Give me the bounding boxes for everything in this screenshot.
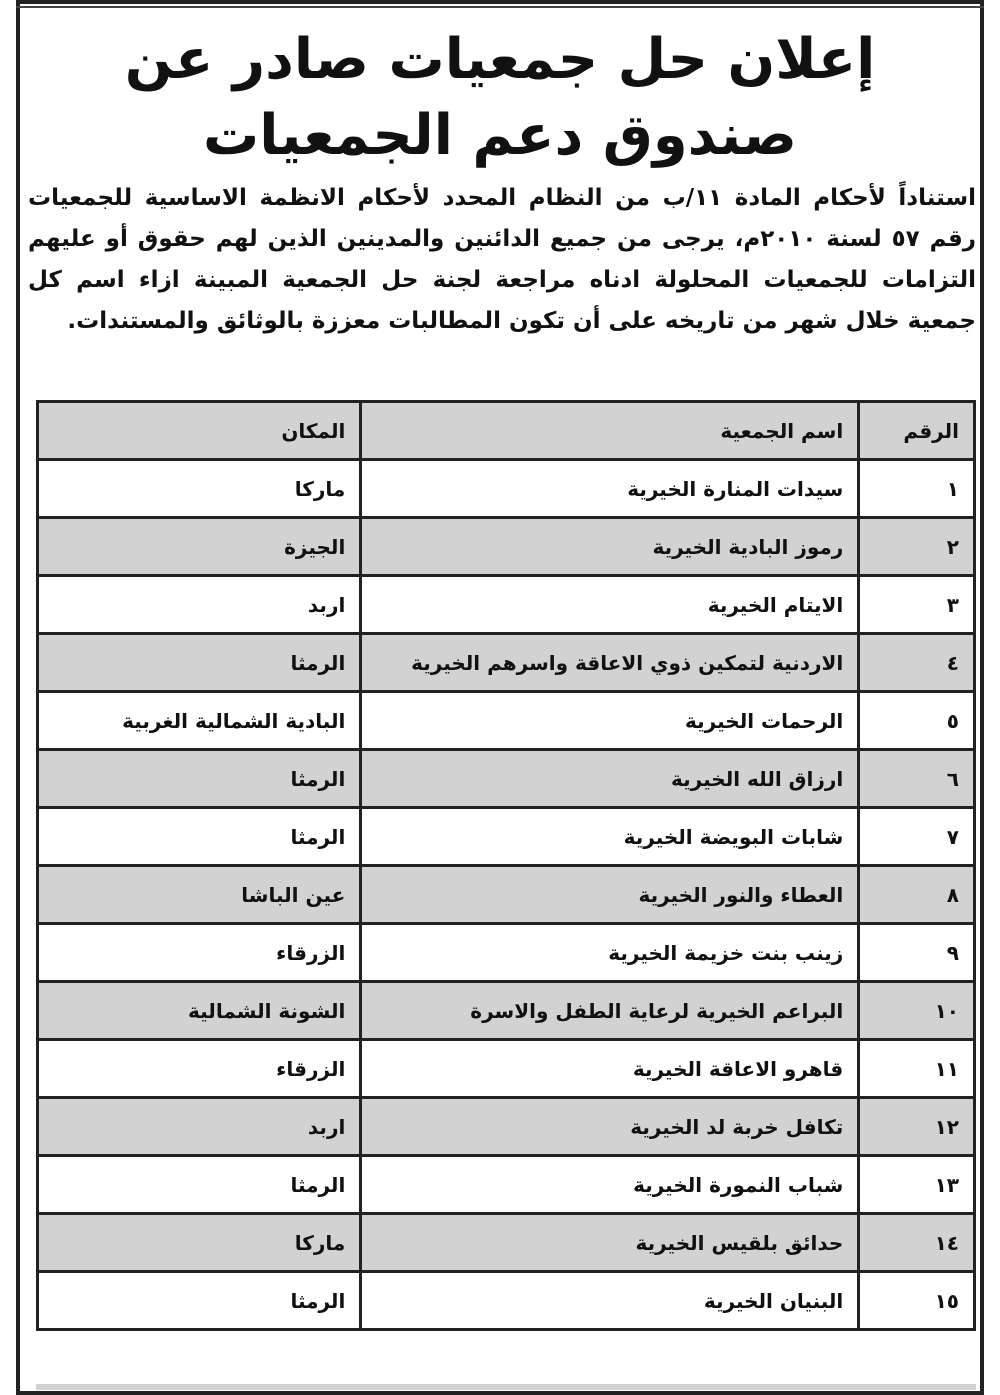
cell-name: حدائق بلقيس الخيرية (361, 1214, 859, 1272)
cell-place: الشونة الشمالية (38, 982, 361, 1040)
table-row (38, 1272, 975, 1330)
cell-name: الاردنية لتمكين ذوي الاعاقة واسرهم الخيرية (361, 634, 859, 692)
table-row (38, 518, 975, 576)
header-place: المكان (38, 402, 361, 460)
table-row (38, 808, 975, 866)
cell-place: عين الباشا (38, 866, 361, 924)
cell-place: اربد (38, 1098, 361, 1156)
cell-place: الزرقاء (38, 1040, 361, 1098)
cell-place: الرمثا (38, 750, 361, 808)
cell-number: ٩ (859, 924, 975, 982)
table-row (38, 750, 975, 808)
table-row (38, 692, 975, 750)
cell-place: الرمثا (38, 1272, 361, 1330)
cell-number: ١٥ (859, 1272, 975, 1330)
table-header-row (38, 402, 975, 460)
table-row (38, 576, 975, 634)
cell-place: اربد (38, 576, 361, 634)
cell-number: ٦ (859, 750, 975, 808)
cell-place: الرمثا (38, 634, 361, 692)
cell-name: البنيان الخيرية (361, 1272, 859, 1330)
cell-place: الزرقاء (38, 924, 361, 982)
cell-number: ٣ (859, 576, 975, 634)
table-body (38, 460, 975, 1330)
cell-place: الرمثا (38, 808, 361, 866)
cell-number: ١ (859, 460, 975, 518)
cell-number: ٧ (859, 808, 975, 866)
cell-name: سيدات المنارة الخيرية (361, 460, 859, 518)
cell-name: شابات البويضة الخيرية (361, 808, 859, 866)
table-row (38, 924, 975, 982)
cell-place: ماركا (38, 460, 361, 518)
cell-name: تكافل خربة لد الخيرية (361, 1098, 859, 1156)
cell-place: البادية الشمالية الغربية (38, 692, 361, 750)
cell-name: البراعم الخيرية لرعاية الطفل والاسرة (361, 982, 859, 1040)
table-row (38, 634, 975, 692)
table-row (38, 866, 975, 924)
table-row (38, 460, 975, 518)
header-name: اسم الجمعية (361, 402, 859, 460)
cell-number: ١١ (859, 1040, 975, 1098)
frame-top-rule (16, 6, 984, 8)
table-row (38, 1040, 975, 1098)
cell-number: ٤ (859, 634, 975, 692)
announcement-body: استناداً لأحكام المادة ١١/ب من النظام المحدد لأحكام الانظمة الاساسية للجمعيات رقم ٥٧ لسنة ٢٠١٠م، يرجى من جميع الدائنين والمدينين الذين لهم حقوق أو عليهم التزامات للجمعيات المحلولة ادناه مراجعة لجنة حل الجمعية المبينة ازاء اسم كل جمعية خلال شهر من تاريخه على أن تكون المطالبات معززة بالوثائق والمستندات. (28, 185, 977, 334)
cell-place: الجيزة (38, 518, 361, 576)
cell-name: العطاء والنور الخيرية (361, 866, 859, 924)
header-number: الرقم (859, 402, 975, 460)
cell-place: ماركا (38, 1214, 361, 1272)
cell-name: قاهرو الاعاقة الخيرية (361, 1040, 859, 1098)
cell-number: ٢ (859, 518, 975, 576)
cell-number: ١٣ (859, 1156, 975, 1214)
cell-name: الايتام الخيرية (361, 576, 859, 634)
table-row (38, 1214, 975, 1272)
associations-table (36, 400, 976, 1331)
announcement-title: إعلان حل جمعيات صادر عن صندوق دعم الجمعيات (124, 27, 876, 168)
table-row (38, 982, 975, 1040)
cell-place: الرمثا (38, 1156, 361, 1214)
cell-name: زينب بنت خزيمة الخيرية (361, 924, 859, 982)
cell-number: ١٠ (859, 982, 975, 1040)
table-row (38, 1098, 975, 1156)
cell-name: شباب النمورة الخيرية (361, 1156, 859, 1214)
cell-name: رموز البادية الخيرية (361, 518, 859, 576)
cell-number: ٨ (859, 866, 975, 924)
table-row (38, 1156, 975, 1214)
cell-number: ٥ (859, 692, 975, 750)
next-row-edge (36, 1384, 976, 1390)
cell-number: ١٢ (859, 1098, 975, 1156)
cell-number: ١٤ (859, 1214, 975, 1272)
cell-name: ارزاق الله الخيرية (361, 750, 859, 808)
cell-name: الرحمات الخيرية (361, 692, 859, 750)
